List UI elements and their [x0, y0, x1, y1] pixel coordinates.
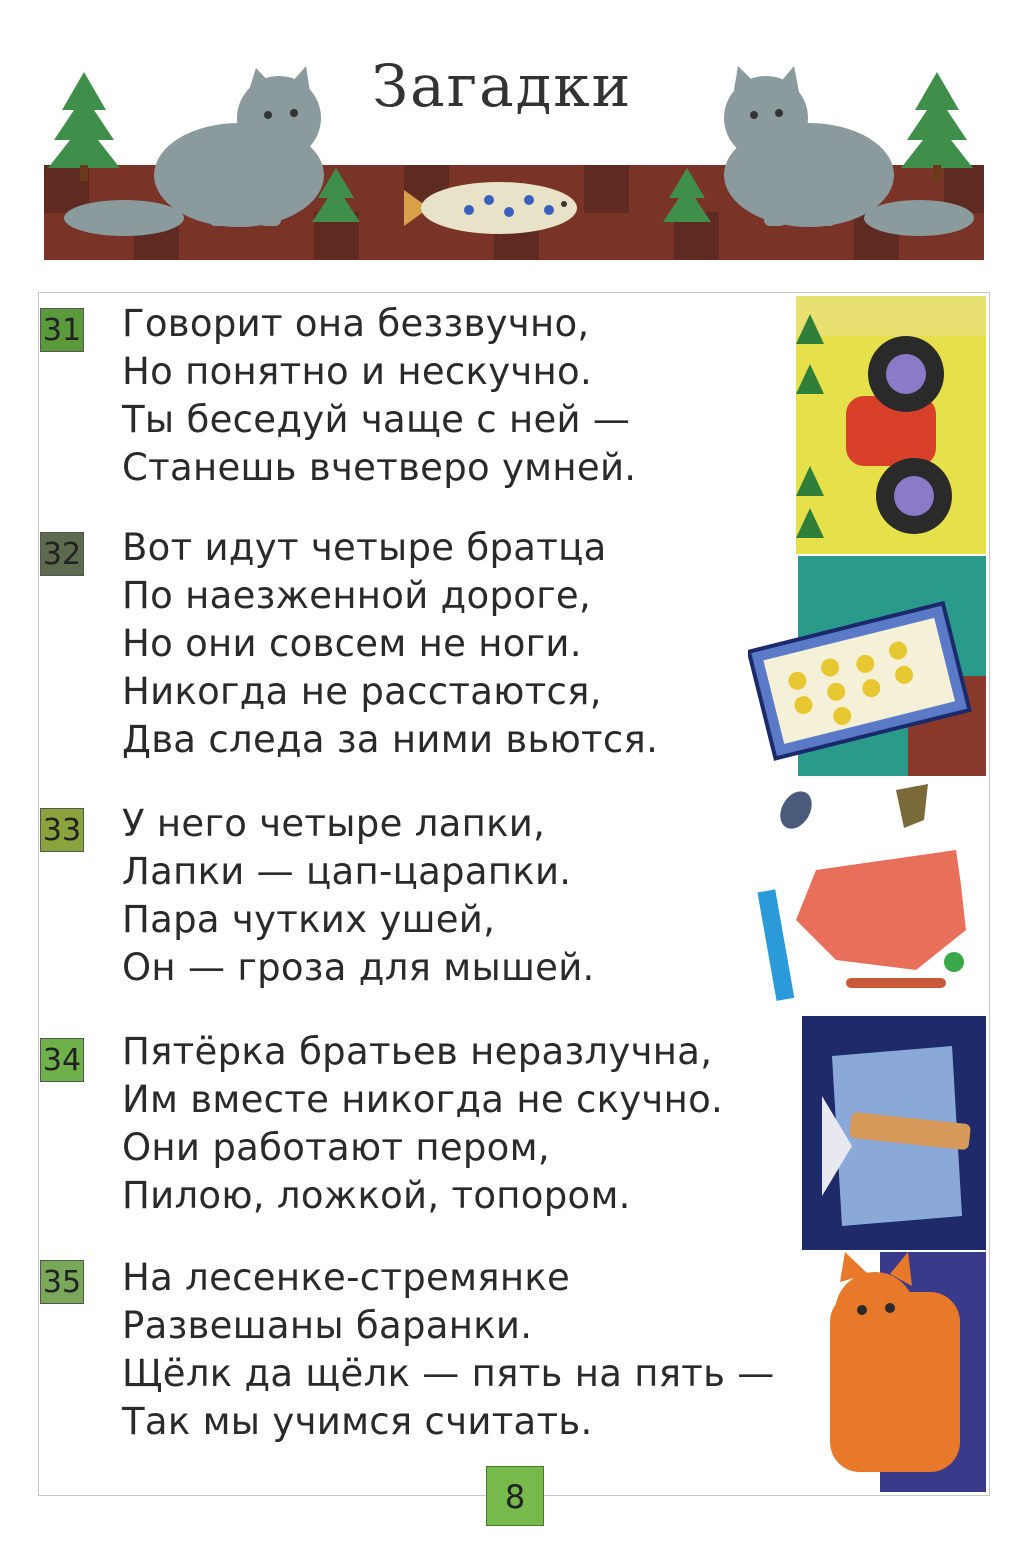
riddle-line: Вот идут четыре братца: [122, 526, 607, 569]
riddle-line: Щёлк да щёлк — пять на пять —: [122, 1352, 775, 1395]
riddle-line: Лапки — цап-царапки.: [122, 850, 572, 893]
riddle-line: По наезженной дороге,: [122, 574, 592, 617]
abacus-illustration: [748, 556, 986, 776]
hand-tools-illustration: [756, 780, 986, 1010]
riddle-line: Пятёрка братьев неразлучна,: [122, 1030, 713, 1073]
riddle-34: [122, 1028, 723, 1220]
riddle-line: Никогда не расстаются,: [122, 670, 602, 713]
riddle-line: На лесенке-стремянке: [122, 1256, 571, 1299]
riddle-number-badge: 32: [40, 532, 84, 576]
riddle-line: Он — гроза для мышей.: [122, 946, 595, 989]
riddle-number-badge: 34: [40, 1038, 84, 1082]
riddle-35: [122, 1254, 775, 1446]
riddle-line: Пилою, ложкой, топором.: [122, 1174, 631, 1217]
riddle-number-badge: 31: [40, 308, 84, 352]
riddle-line: Ты беседуй чаще с ней —: [122, 398, 631, 441]
riddle-line: Развешаны баранки.: [122, 1304, 533, 1347]
riddle-number-badge: 33: [40, 808, 84, 852]
tree-icon: [901, 72, 973, 181]
car-illustration: [796, 296, 986, 554]
riddle-line: Им вместе никогда не скучно.: [122, 1078, 724, 1121]
riddle-line: Два следа за ними вьются.: [122, 718, 659, 761]
riddle-line: Говорит она беззвучно,: [122, 302, 590, 345]
riddle-line: Они работают пером,: [122, 1126, 550, 1169]
tree-icon: [48, 72, 120, 181]
page-number: 8: [486, 1466, 544, 1526]
riddle-32: [122, 524, 658, 764]
riddle-line: Пара чутких ушей,: [122, 898, 496, 941]
riddle-31: [122, 300, 636, 492]
cat-illustration: [790, 1252, 986, 1492]
riddle-line: Но они совсем не ноги.: [122, 622, 582, 665]
riddle-line: Так мы учимся считать.: [122, 1400, 593, 1443]
riddle-number-badge: 35: [40, 1260, 84, 1304]
riddle-line: Но понятно и нескучно.: [122, 350, 593, 393]
riddle-33: [122, 800, 595, 992]
book-pen-illustration: [802, 1016, 986, 1250]
riddle-line: У него четыре лапки,: [122, 802, 546, 845]
riddle-line: Станешь вчетверо умней.: [122, 446, 637, 489]
page-title: Загадки: [372, 52, 633, 120]
